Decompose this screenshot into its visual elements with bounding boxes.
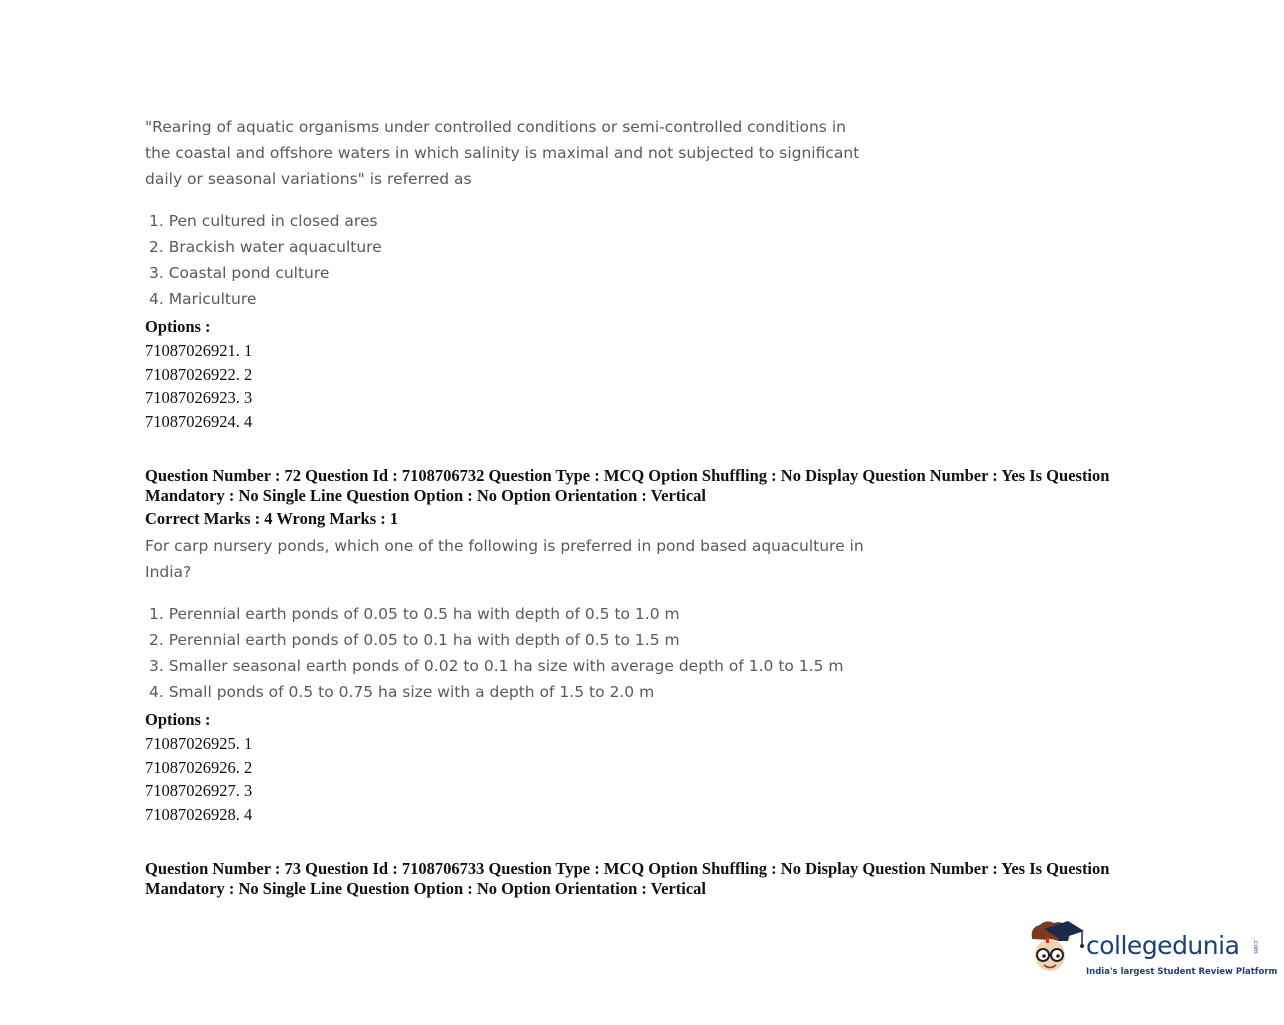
q72-choice-2: 2. Perennial earth ponds of 0.05 to 0.1 ha with depth of 0.5 to 1.5 m [149, 631, 680, 649]
q72-text-line-2: India? [145, 563, 192, 581]
q72-choice-1: 1. Perennial earth ponds of 0.05 to 0.5 ha with depth of 0.5 to 1.0 m [149, 605, 680, 623]
collegedunia-logo [1024, 917, 1278, 987]
q71-choice-4: 4. Mariculture [149, 290, 257, 308]
q72-option-3: 71087026927. 3 [145, 781, 253, 800]
q72-choice-3: 3. Smaller seasonal earth ponds of 0.02 to 0.1 ha size with average depth of 1.0 to 1.5 m [149, 657, 844, 675]
q71-choice-2: 2. Brackish water aquaculture [149, 238, 382, 256]
q72-options-label: Options : [145, 710, 211, 729]
logo-tagline: India's largest Student Review Platform [1086, 967, 1278, 977]
q71-option-1: 71087026921. 1 [145, 341, 253, 360]
q71-option-2: 71087026922. 2 [145, 365, 253, 384]
q73-meta: Question Number : 73 Question Id : 7108706733 Question Type : MCQ Option Shuffling : No Display Question Number : Yes Is Question Mandatory : No Single Line Question Option : No Option Orientation : Vertical [145, 859, 1110, 898]
q71-option-4: 71087026924. 4 [145, 412, 253, 431]
q72-choice-4: 4. Small ponds of 0.5 to 0.75 ha size with a depth of 1.5 to 2.0 m [149, 683, 655, 701]
q72-meta: Question Number : 72 Question Id : 7108706732 Question Type : MCQ Option Shuffling : No Display Question Number : Yes Is Question Mandatory : No Single Line Question Option : No Option Orientation : Vertical [145, 466, 1110, 505]
q72-option-1: 71087026925. 1 [145, 734, 253, 753]
q72-option-2: 71087026926. 2 [145, 758, 253, 777]
q71-options-label: Options : [145, 317, 211, 336]
q71-choice-1: 1. Pen cultured in closed ares [149, 212, 378, 230]
q71-text-line-3: daily or seasonal variations" is referred as [145, 170, 472, 188]
q71-text-line-2: the coastal and offshore waters in which salinity is maximal and not subjected to significant [145, 144, 860, 162]
q72-option-4: 71087026928. 4 [145, 805, 253, 824]
q72-text-line-1: For carp nursery ponds, which one of the following is preferred in pond based aquaculture in [145, 537, 864, 555]
q71-text-line-1: "Rearing of aquatic organisms under controlled conditions or semi-controlled conditions in [145, 118, 846, 136]
q72-marks: Correct Marks : 4 Wrong Marks : 1 [145, 509, 399, 528]
q71-choice-3: 3. Coastal pond culture [149, 264, 330, 282]
q71-option-3: 71087026923. 3 [145, 388, 253, 407]
logo-name: collegedunia [1086, 931, 1240, 960]
mascot-icon [1024, 917, 1086, 987]
logo-suffix: .com [1252, 939, 1259, 954]
